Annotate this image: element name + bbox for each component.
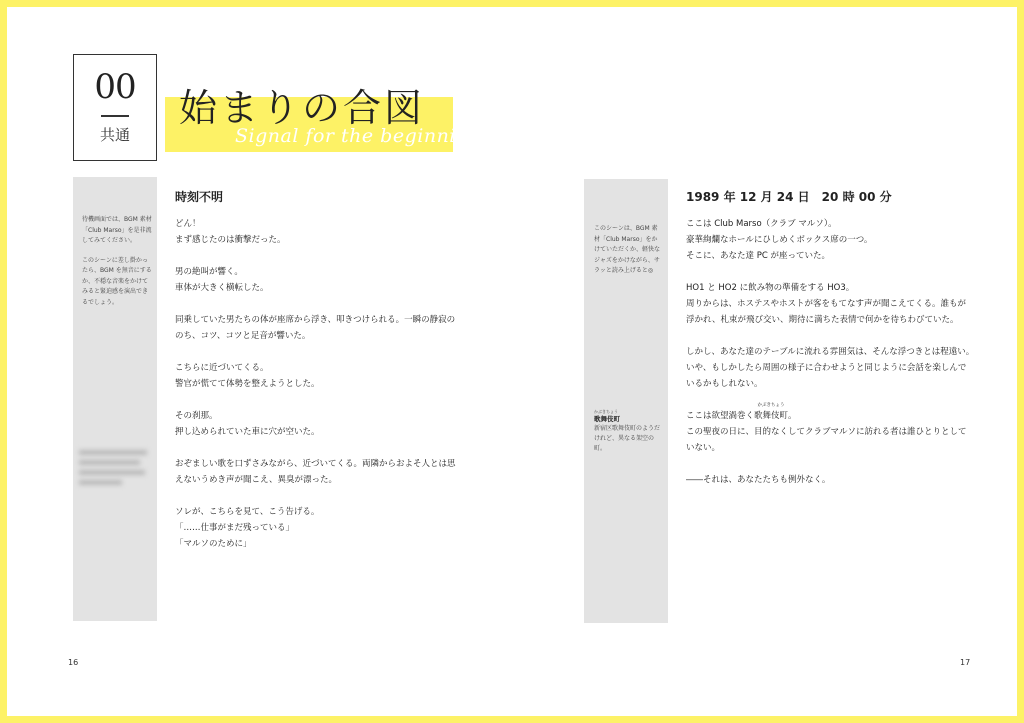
body-paragraph: 同乗していた男たちの体が座席から浮き、叩きつけられる。一瞬の静寂の のち、コツ、コツと足音が響いた。 (175, 315, 456, 341)
ruby-reading: かぶきちょう (757, 403, 785, 408)
blurred-line (79, 460, 140, 465)
body-paragraph: 男の絶叫が響く。 車体が大きく横転した。 (175, 267, 269, 293)
ruby-base: 歌舞伎町 (754, 411, 789, 421)
body-paragraph: ソレが、こちらを見て、こう告げる。 「……仕事がまだ残っている」 「マルソのために」 (175, 507, 320, 549)
blurred-note (79, 445, 151, 485)
gloss-note (594, 409, 662, 454)
paragraph-text: ここは欲望渦巻く (686, 411, 755, 421)
gloss-text: 新宿区歌舞伎町のようだけれど、異なる架空の町。 (594, 425, 661, 452)
chapter-box (73, 54, 157, 161)
left-side-note (82, 215, 152, 317)
gloss-term: 歌舞伎町 (594, 415, 620, 423)
ruby-term (754, 403, 789, 421)
chapter-number: 00 (94, 67, 136, 107)
blurred-line (79, 480, 122, 485)
right-body (686, 188, 976, 504)
page-number-right: 17 (960, 658, 971, 667)
page-number-left: 16 (68, 658, 79, 667)
gloss-ruby: かぶきちょう (594, 409, 618, 414)
page-title: 始まりの合図 (179, 86, 426, 130)
chapter-divider (101, 115, 129, 117)
body-paragraph: どん！ まず感じたのは衝撃だった。 (175, 219, 286, 245)
body-paragraph: その刹那。 押し込められていた車に穴が空いた。 (175, 411, 320, 437)
right-heading: 1989 年 12 月 24 日 20 時 00 分 (686, 190, 892, 204)
body-paragraph: HO1 と HO2 に飲み物の準備をする HO3。 周りからは、ホステスやホストが客をもてなす声が聞こえてくる。誰もが 浮かれ、札束が飛び交い、期待に満ちた表情で何かを待ちわびていた。 (686, 283, 966, 325)
paragraph-text: 。 この聖夜の日に、目的なくしてクラブマルソに訪れる者は誰ひとりとして いない。 (686, 411, 967, 453)
right-paragraphs (686, 216, 976, 392)
blurred-line (79, 470, 145, 475)
left-paragraphs (175, 216, 460, 552)
paragraph-kabukicho (686, 403, 976, 456)
chapter-label: 共通 (99, 126, 130, 144)
right-side-note: このシーンは、BGM 素材「Club Marso」をかけていただくか、軽快なジャズをかけながら、サラッと読み上げると◎ (594, 225, 661, 274)
body-paragraph: おぞましい歌を口ずさみながら、近づいてくる。両隣からおよそ人とは思 えないうめき声が聞こえ、異臭が漂った。 (175, 459, 456, 485)
left-body (175, 188, 460, 568)
left-heading: 時刻不明 (175, 190, 224, 204)
body-paragraph: こちらに近づいてくる。 警官が慌てて体勢を整えようとした。 (175, 363, 320, 389)
side-note-paragraph: このシーンに差し掛かったら、BGM を無音にするか、不穏な音楽をかけてみると緊迫感を演出できるでしょう。 (82, 256, 152, 306)
blurred-line (79, 450, 147, 455)
closing-line: ――それは、あなたたちも例外なく。 (686, 475, 831, 485)
page-subtitle: Signal for the beginning (235, 125, 482, 147)
body-paragraph: しかし、あなた達のテーブルに流れる雰囲気は、そんな浮つきとは程遠い。 いや、もしかしたら周囲の様子に合わせようと同じように会話を楽しんで いるかもしれない。 (686, 347, 975, 389)
body-paragraph: ここは Club Marso（クラブ マルソ）。 豪華絢爛なホールにひしめくボックス席の一つ。 そこに、あなた達 PC が座っていた。 (686, 219, 873, 261)
side-note-paragraph: 待機画面では、BGM 素材「Club Marso」を是非流してみてください。 (82, 216, 152, 244)
